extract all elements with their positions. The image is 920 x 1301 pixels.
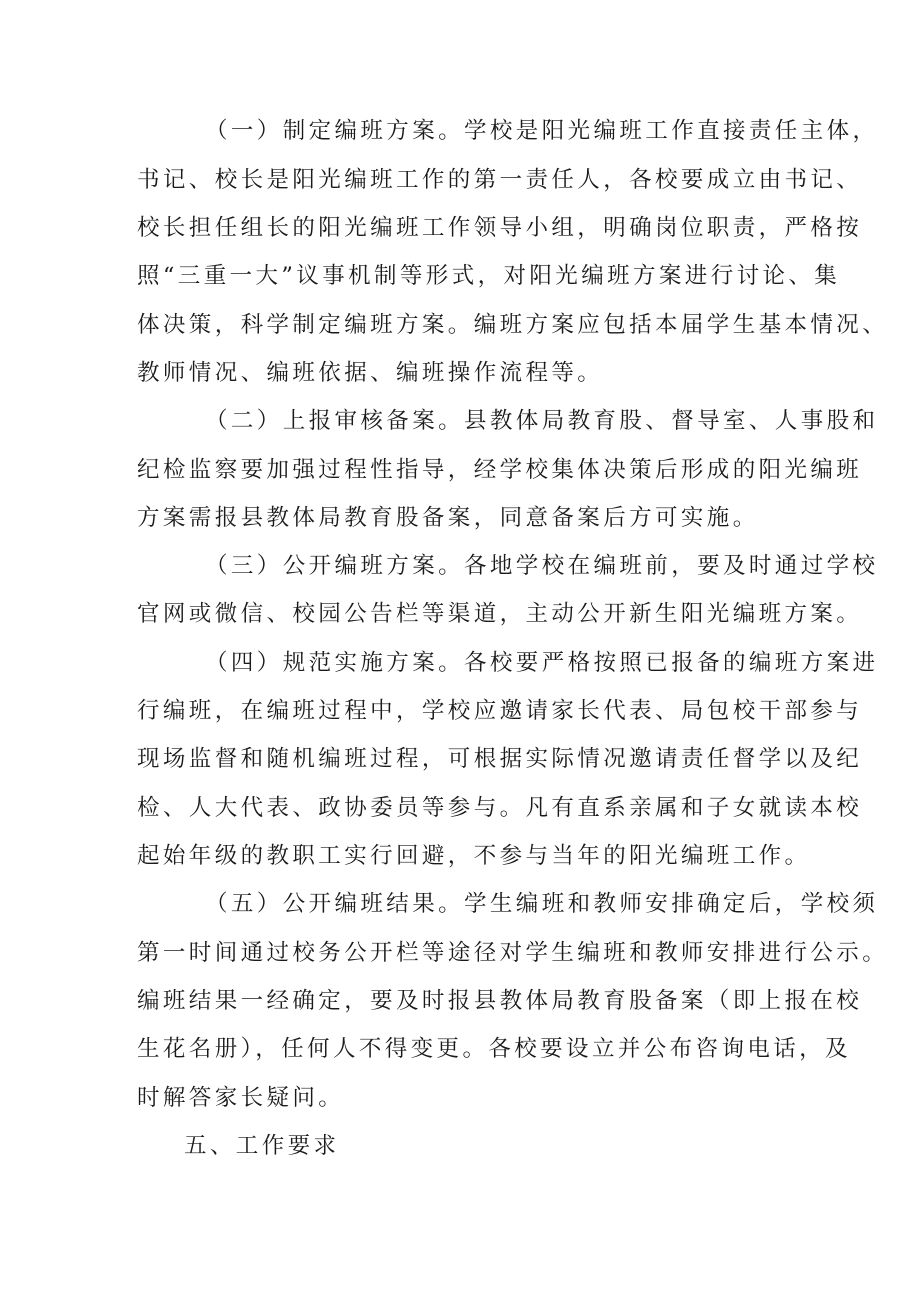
paragraph-line: 起始年级的教职工实行回避，不参与当年的阳光编班工作。 [137, 843, 811, 869]
paragraph-line: 校长担任组长的阳光编班工作领导小组，明确岗位职责，严格按 [137, 215, 863, 241]
paragraph-line: 官网或微信、校园公告栏等渠道，主动公开新生阳光编班方案。 [137, 601, 863, 627]
paragraph-line: （一）制定编班方案。学校是阳光编班工作直接责任主体， [205, 118, 879, 144]
paragraph-line: 生花名册），任何人不得变更。各校要设立并公布咨询电话，及 [137, 1036, 851, 1062]
paragraph-line: 照“三重一大”议事机制等形式，对阳光编班方案进行讨论、集 [137, 263, 841, 289]
paragraph-line: （三）公开编班方案。各地学校在编班前，要及时通过学校 [205, 553, 879, 579]
section-heading: 五、工作要求 [184, 1133, 340, 1159]
paragraph-line: 纪检监察要加强过程性指导，经学校集体决策后形成的阳光编班 [137, 457, 863, 483]
paragraph-line: （二）上报审核备案。县教体局教育股、督导室、人事股和 [205, 408, 879, 434]
paragraph-line: 教师情况、编班依据、编班操作流程等。 [137, 360, 604, 386]
paragraph-line: 现场监督和随机编班过程，可根据实际情况邀请责任督学以及纪 [137, 746, 863, 772]
paragraph-line: 体决策，科学制定编班方案。编班方案应包括本届学生基本情况、 [137, 312, 889, 338]
paragraph-line: 方案需报县教体局教育股备案，同意备案后方可实施。 [137, 505, 759, 531]
paragraph-line: 书记、校长是阳光编班工作的第一责任人，各校要成立由书记、 [137, 167, 863, 193]
paragraph-line: 第一时间通过校务公开栏等途径对学生编班和教师安排进行公示。 [137, 940, 889, 966]
paragraph-line: 时解答家长疑问。 [137, 1085, 345, 1111]
paragraph-line: （四）规范实施方案。各校要严格按照已报备的编班方案进 [205, 650, 879, 676]
paragraph-line: 编班结果一经确定，要及时报县教体局教育股备案（即上报在校 [137, 988, 863, 1014]
paragraph-line: 检、人大代表、政协委员等参与。凡有直系亲属和子女就读本校 [137, 795, 863, 821]
paragraph-line: 行编班，在编班过程中，学校应邀请家长代表、局包校干部参与 [137, 698, 863, 724]
paragraph-line: （五）公开编班结果。学生编班和教师安排确定后，学校须 [205, 891, 879, 917]
